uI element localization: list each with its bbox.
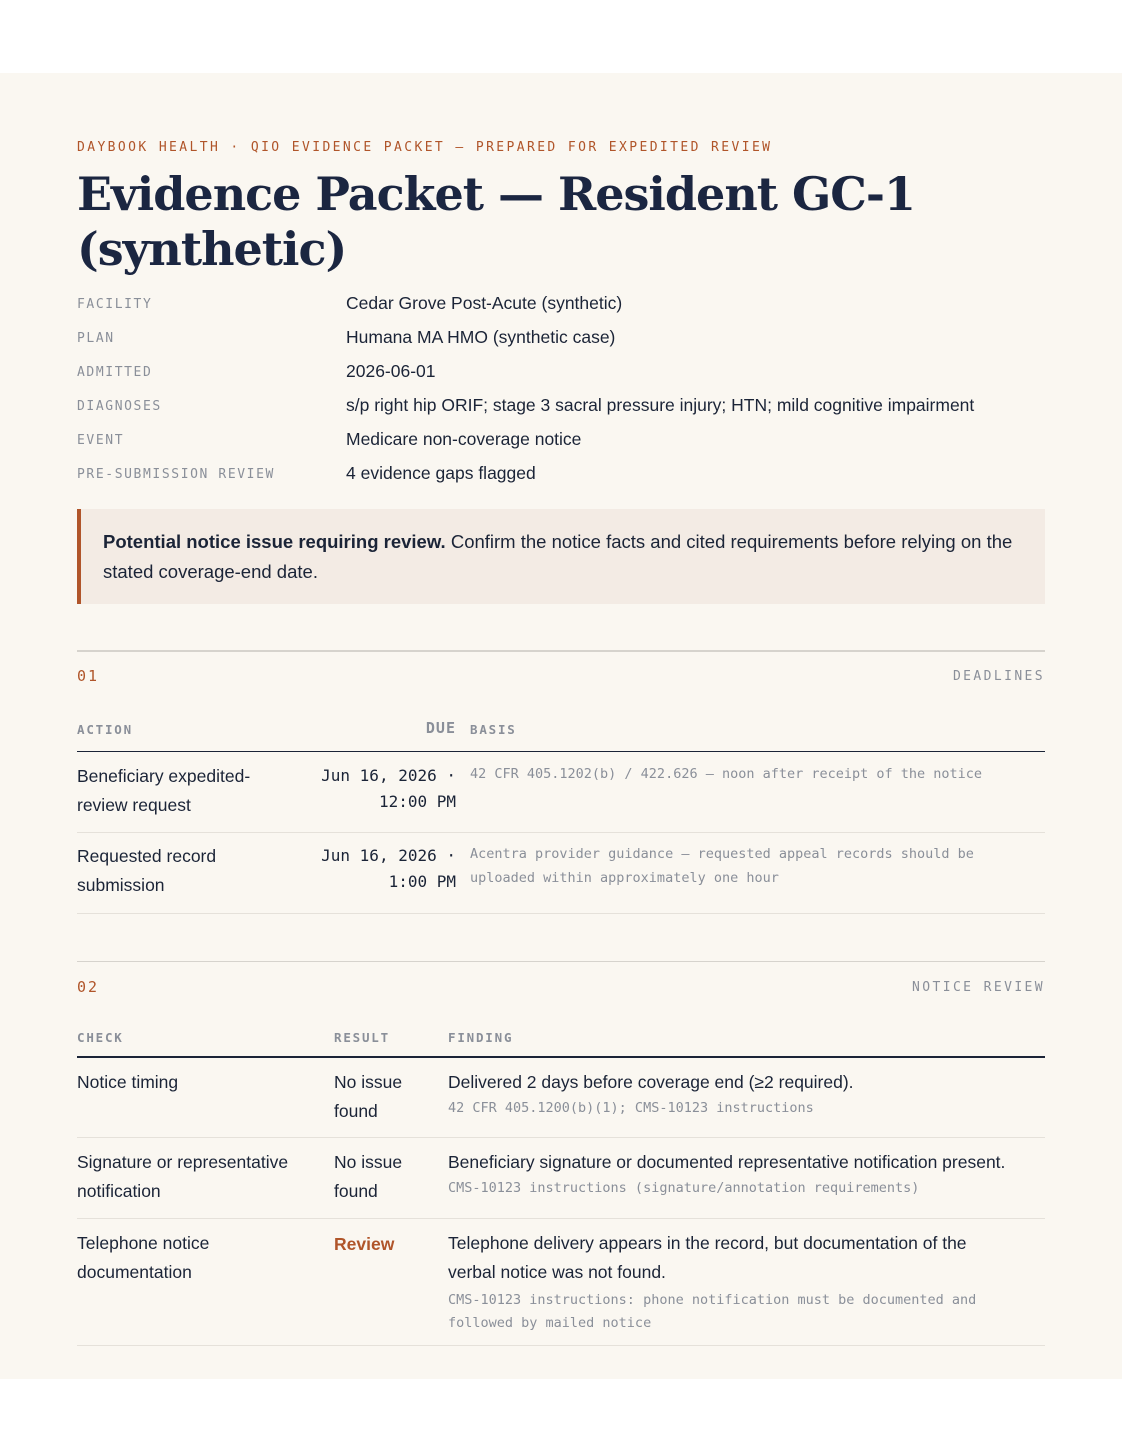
check-name <box>77 1068 317 1097</box>
page-title: Evidence Packet — Resident GC-1 (synthetic) <box>77 167 916 276</box>
check-result-line: found <box>334 1101 378 1121</box>
check-result-line: No issue <box>334 1152 403 1172</box>
deadline-due-time: 12:00 PM <box>378 792 456 811</box>
notice-issue-callout <box>77 509 1045 604</box>
meta-key: DIAGNOSES <box>77 399 162 414</box>
deadline-basis-line: Acentra provider guidance — requested appeal records should be <box>470 846 974 862</box>
check-name-line: documentation <box>77 1262 192 1282</box>
meta-row-facility <box>77 291 1045 325</box>
check-result-line: No issue <box>334 1072 403 1092</box>
row-divider <box>77 913 1045 914</box>
evidence-packet-sheet <box>0 73 1122 1379</box>
finding-source: 42 CFR 405.1200(b)(1); CMS-10123 instructions <box>448 1100 814 1116</box>
meta-row-admitted <box>77 359 1045 393</box>
section-label: NOTICE REVIEW <box>912 980 1045 995</box>
meta-key: PRE-SUBMISSION REVIEW <box>77 467 275 482</box>
meta-key: EVENT <box>77 433 125 448</box>
meta-row-pre-submission-review <box>77 461 1045 495</box>
deadline-due <box>307 843 456 895</box>
check-name-line: Telephone notice <box>77 1233 210 1253</box>
row-divider <box>77 832 1045 833</box>
meta-key: FACILITY <box>77 297 153 312</box>
callout-heading: Potential notice issue requiring review. <box>103 531 446 552</box>
callout-text: Confirm the notice facts and cited requirements before relying on the stated coverage-end date. <box>103 531 1013 582</box>
check-result-line: found <box>334 1181 378 1201</box>
deadline-action-line: Beneficiary expedited- <box>77 766 251 786</box>
section-number: 01 <box>77 667 100 685</box>
deadline-basis <box>470 842 1045 890</box>
meta-row-plan <box>77 325 1045 359</box>
meta-row-diagnoses <box>77 393 1045 427</box>
deadline-action-line: review request <box>77 795 191 815</box>
check-finding <box>448 1068 1045 1120</box>
column-header-action: ACTION <box>77 722 133 737</box>
deadline-due-time: 1:00 PM <box>388 872 456 891</box>
meta-key: ADMITTED <box>77 365 153 380</box>
deadline-basis-line: uploaded within approximately one hour <box>470 870 779 886</box>
deadline-action-line: Requested record <box>77 846 217 866</box>
row-divider <box>77 1137 1045 1138</box>
deadline-basis <box>470 762 1045 786</box>
review-flag: Review <box>334 1234 395 1254</box>
check-result <box>334 1068 434 1126</box>
meta-value: s/p right hip ORIF; stage 3 sacral pressure injury; HTN; mild cognitive impairment <box>346 395 975 415</box>
meta-value: 4 evidence gaps flagged <box>346 463 536 483</box>
finding-text: Delivered 2 days before coverage end (≥2 required). <box>448 1072 854 1092</box>
section-number: 02 <box>77 978 100 996</box>
check-name-line: Signature or representative <box>77 1152 289 1172</box>
finding-source: CMS-10123 instructions (signature/annotation requirements) <box>448 1180 920 1196</box>
section-divider <box>77 650 1045 652</box>
check-finding <box>448 1229 1045 1335</box>
row-divider <box>77 1218 1045 1219</box>
meta-key: PLAN <box>77 331 115 346</box>
deadline-action <box>77 842 297 900</box>
meta-value: Cedar Grove Post-Acute (synthetic) <box>346 293 623 313</box>
deadline-due-date: Jun 16, 2026 · <box>321 846 456 865</box>
section-label: DEADLINES <box>952 669 1045 684</box>
column-header-check: CHECK <box>77 1030 124 1045</box>
check-finding <box>448 1148 1045 1200</box>
check-name-line: notification <box>77 1181 161 1201</box>
check-name <box>77 1229 317 1287</box>
meta-value: Medicare non-coverage notice <box>346 429 582 449</box>
deadline-action <box>77 762 297 820</box>
column-header-finding: FINDING <box>448 1030 514 1045</box>
deadline-due <box>307 763 456 815</box>
table-header-rule <box>77 1056 1045 1058</box>
finding-source <box>448 1289 1045 1335</box>
column-header-result: RESULT <box>334 1030 390 1045</box>
meta-row-event <box>77 427 1045 461</box>
meta-list <box>77 291 1045 495</box>
check-result <box>334 1148 434 1206</box>
finding-text: verbal notice was not found. <box>448 1262 666 1282</box>
deadline-basis-line: 42 CFR 405.1202(b) / 422.626 — noon after receipt of the notice <box>470 766 983 782</box>
row-divider <box>77 1345 1045 1346</box>
deadline-action-line: submission <box>77 875 165 895</box>
eyebrow: DAYBOOK HEALTH · QIO EVIDENCE PACKET — PREPARED FOR EXPEDITED REVIEW <box>77 140 773 155</box>
table-header-rule <box>77 751 1045 752</box>
meta-value: 2026-06-01 <box>346 361 436 381</box>
column-header-due: DUE <box>425 719 456 737</box>
section-divider <box>77 961 1045 962</box>
finding-source-line: followed by mailed notice <box>448 1315 652 1331</box>
finding-source-line: CMS-10123 instructions: phone notification must be documented and <box>448 1292 977 1308</box>
deadline-due-date: Jun 16, 2026 · <box>321 766 456 785</box>
meta-value: Humana MA HMO (synthetic case) <box>346 327 616 347</box>
check-name-line: Notice timing <box>77 1072 179 1092</box>
column-header-basis: BASIS <box>470 722 517 737</box>
finding-text: Telephone delivery appears in the record, but documentation of the <box>448 1233 967 1253</box>
finding-text: Beneficiary signature or documented representative notification present. <box>448 1152 1006 1172</box>
check-name <box>77 1148 317 1206</box>
check-result <box>334 1230 434 1259</box>
